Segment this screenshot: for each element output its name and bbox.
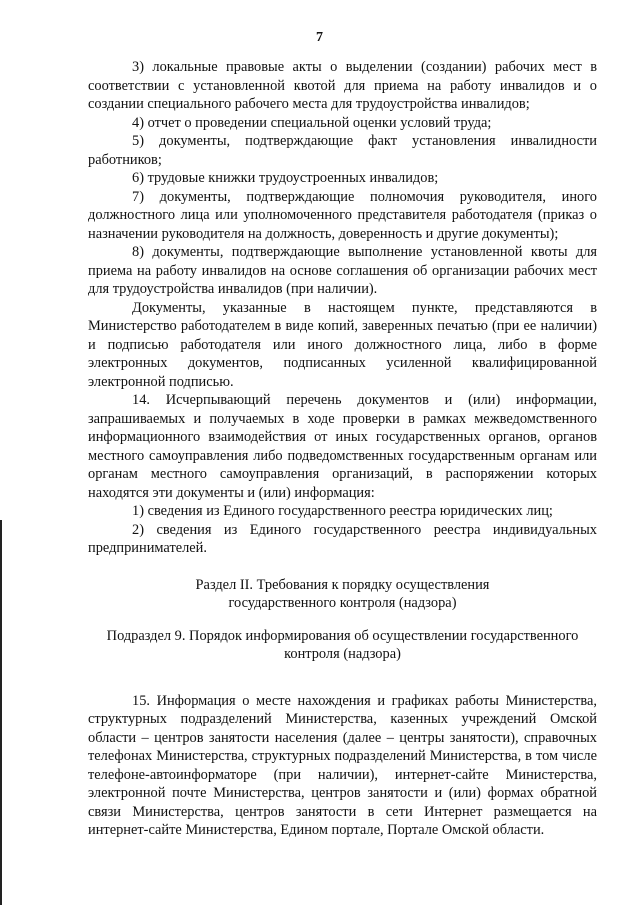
- document-body: [88, 58, 597, 840]
- paragraph-14: 14. Исчерпывающий перечень документов и (или) информации, запрашиваемых и получаемых в ходе проверки в рамках межведомственного информационного взаимодействия от иных государственных органов, органов местного самоуправления либо подведомственных государственным органам или органам местного самоуправления организаций, в распоряжении которых находятся эти документы и (или) информация:: [88, 392, 597, 501]
- paragraph-item-3: 3) локальные правовые акты о выделении (создании) рабочих мест в соответствии с установленной квотой для приема на работу инвалидов и о создании специального рабочего места для трудоустройства инвалидов;: [88, 59, 597, 112]
- paragraph-item-4: 4) отчет о проведении специальной оценки условий труда;: [132, 114, 492, 131]
- paragraph-item-5: 5) документы, подтверждающие факт установления инвалидности работников;: [88, 133, 597, 168]
- paragraph-item-6: 6) трудовые книжки трудоустроенных инвалидов;: [132, 170, 439, 186]
- subsection-heading-line-1: Подраздел 9. Порядок информирования об осуществлении государственного: [106, 627, 579, 644]
- paragraph-item-8: 8) документы, подтверждающие выполнение установленной квоты для приема на работу инвалидов на основе соглашения об организации рабочих мест для трудоустройства инвалидов (при наличии).: [88, 244, 597, 297]
- paragraph-list-item-2: 2) сведения из Единого государственного реестра индивидуальных предпринимателей.: [88, 521, 597, 556]
- paragraph-list-item-1: 1) сведения из Единого государственного реестра юридических лиц;: [132, 503, 553, 519]
- subsection-heading-line-2: контроля (надзора): [284, 646, 401, 662]
- section-heading: [88, 576, 597, 613]
- section-heading-line-1: Раздел II. Требования к порядку осуществления: [195, 576, 490, 593]
- scan-edge-shadow: [0, 520, 2, 905]
- paragraph-documents-note: Документы, указанные в настоящем пункте, представляются в Министерство работодателем в виде копий, заверенных печатью (при ее наличии) и подписью работодателя или иного должностного лица, либо в форме электронных документов, подписанных усиленной квалифицированной электронной подписью.: [88, 299, 597, 390]
- subsection-heading: [88, 627, 597, 664]
- page-number: 7: [316, 30, 323, 45]
- section-heading-line-2: государственного контроля (надзора): [228, 595, 457, 611]
- paragraph-item-7: 7) документы, подтверждающие полномочия руководителя, иного должностного лица или уполномоченного представителя работодателя (приказ о назначении руководителя на должность, доверенность и другие документы);: [88, 188, 597, 242]
- paragraph-15: 15. Информация о месте нахождения и графиках работы Министерства, структурных подразделений Министерства, казенных учреждений Омской области – центров занятости населения (далее – центры занятости), справочных телефонах Министерства, структурных подразделений Министерства, в том числе телефоне-автоинформаторе (при наличии), интернет-сайте Министерства, электронной почте Министерства, центров занятости и (или) формах обратной связи Министерства, центров занятости в сети Интернет размещается на интернет-сайте Министерства, Едином портале, Портале Омской области.: [88, 692, 597, 838]
